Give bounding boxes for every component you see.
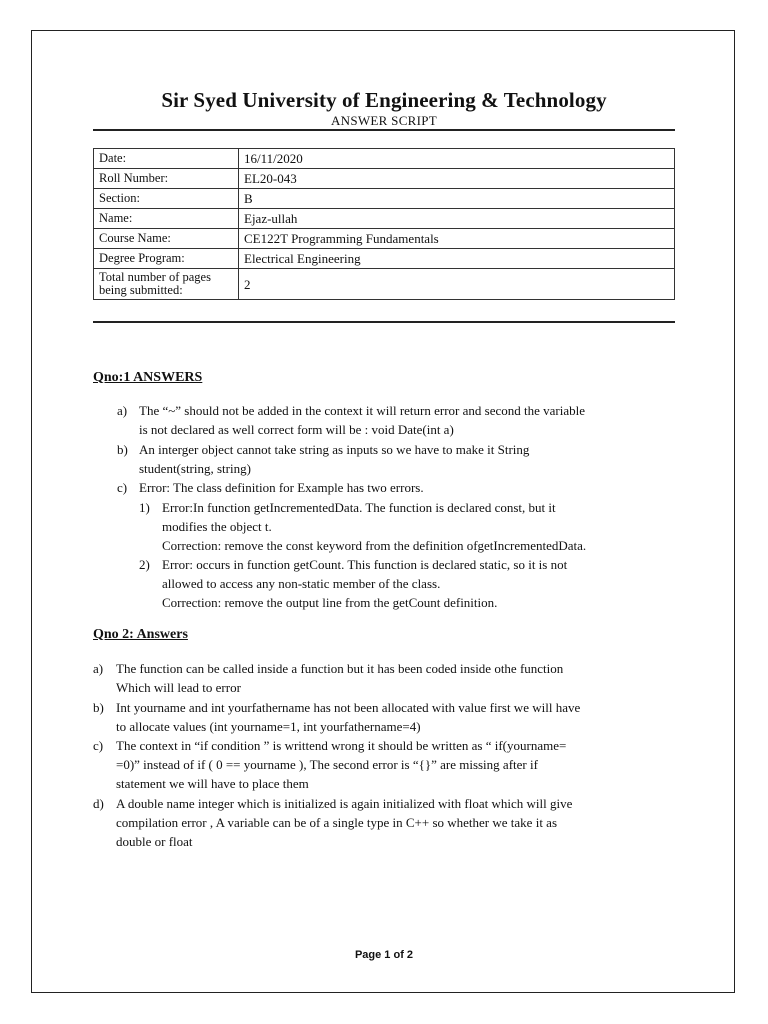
roll-number-value: EL20-043 bbox=[239, 169, 675, 189]
q1-c2-answer bbox=[162, 555, 567, 612]
answer-line: compilation error , A variable can be of a single type in C++ so whether we take it as bbox=[116, 815, 558, 830]
pages-label-line-2: being submitted: bbox=[99, 283, 183, 297]
q1-b-marker: b) bbox=[117, 442, 128, 457]
page-number: Page 1 of 2 bbox=[354, 949, 414, 961]
q1-c1-marker: 1) bbox=[139, 500, 150, 515]
q2-heading: Qno 2: Answers bbox=[93, 627, 188, 642]
table-row bbox=[94, 209, 675, 229]
table-row bbox=[94, 249, 675, 269]
course-name-value: CE122T Programming Fundamentals bbox=[239, 229, 675, 249]
q2-a-marker: a) bbox=[93, 661, 104, 676]
q2-c-marker: c) bbox=[93, 738, 104, 753]
answer-line: Which will lead to error bbox=[116, 680, 241, 695]
q1-heading: Qno:1 ANSWERS bbox=[93, 370, 203, 385]
answer-line: modifies the object t. bbox=[162, 519, 272, 534]
answer-line: =0)” instead of if ( 0 == yourname ), The second error is “{}” are missing after if bbox=[116, 757, 538, 772]
answer-line: The context in “if condition ” is writtend wrong it should be written as “ if(yourname= bbox=[116, 738, 567, 753]
answer-line: allowed to access any non-static member of the class. bbox=[162, 576, 441, 591]
q1-a-marker: a) bbox=[117, 403, 128, 418]
answer-line: Correction: remove the output line from the getCount definition. bbox=[162, 595, 498, 610]
answer-line: Error:In function getIncrementedData. The function is declared const, but it bbox=[162, 500, 556, 515]
table-row bbox=[94, 169, 675, 189]
answer-line: student(string, string) bbox=[139, 461, 251, 476]
course-name-label: Course Name: bbox=[94, 229, 239, 249]
q2-c-answer bbox=[116, 736, 566, 793]
degree-program-label: Degree Program: bbox=[94, 249, 239, 269]
answer-line: An interger object cannot take string as inputs so we have to make it String bbox=[139, 442, 530, 457]
answer-line: Correction: remove the const keyword from the definition ofgetIncrementedData. bbox=[162, 538, 587, 553]
student-info-table bbox=[93, 148, 675, 300]
q1-c-answer bbox=[139, 478, 424, 497]
document-subtitle: ANSWER SCRIPT bbox=[330, 113, 438, 128]
table-row bbox=[94, 269, 675, 300]
name-label: Name: bbox=[94, 209, 239, 229]
document-title: Sir Syed University of Engineering & Technology bbox=[161, 88, 607, 112]
answer-line: Error: occurs in function getCount. This function is declared static, so it is not bbox=[162, 557, 568, 572]
pages-label-line-1: Total number of pages bbox=[99, 270, 211, 284]
q1-c-marker: c) bbox=[117, 480, 128, 495]
degree-program-value: Electrical Engineering bbox=[239, 249, 675, 269]
q2-a-answer bbox=[116, 659, 563, 697]
answer-line: Error: The class definition for Example has two errors. bbox=[139, 480, 424, 495]
q1-c1-answer bbox=[162, 498, 586, 555]
answer-line: The “~” should not be added in the context it will return error and second the variable bbox=[139, 403, 585, 418]
q1-b-answer bbox=[139, 440, 529, 478]
answer-line: Int yourname and int yourfathername has not been allocated with value first we will have bbox=[116, 700, 581, 715]
answer-line: to allocate values (int yourname=1, int yourfathername=4) bbox=[116, 719, 421, 734]
table-row bbox=[94, 229, 675, 249]
q2-d-answer bbox=[116, 794, 572, 851]
bottom-divider bbox=[93, 321, 675, 323]
q2-b-answer bbox=[116, 698, 580, 736]
section-label: Section: bbox=[94, 189, 239, 209]
top-divider bbox=[93, 129, 675, 131]
date-label: Date: bbox=[94, 149, 239, 169]
table-row bbox=[94, 189, 675, 209]
answer-line: statement we will have to place them bbox=[116, 776, 309, 791]
q1-c2-marker: 2) bbox=[139, 557, 150, 572]
q2-d-marker: d) bbox=[93, 796, 104, 811]
answer-line: double or float bbox=[116, 834, 193, 849]
answer-line: The function can be called inside a function but it has been coded inside othe function bbox=[116, 661, 564, 676]
answer-line: is not declared as well correct form will be : void Date(int a) bbox=[139, 422, 454, 437]
q1-a-answer bbox=[139, 401, 585, 439]
table-row bbox=[94, 149, 675, 169]
name-value: Ejaz-ullah bbox=[239, 209, 675, 229]
pages-submitted-value: 2 bbox=[239, 269, 675, 300]
date-value: 16/11/2020 bbox=[239, 149, 675, 169]
answer-line: A double name integer which is initialized is again initialized with float which will give bbox=[116, 796, 573, 811]
roll-number-label: Roll Number: bbox=[94, 169, 239, 189]
q2-b-marker: b) bbox=[93, 700, 104, 715]
section-value: B bbox=[239, 189, 675, 209]
pages-submitted-label bbox=[94, 269, 239, 300]
